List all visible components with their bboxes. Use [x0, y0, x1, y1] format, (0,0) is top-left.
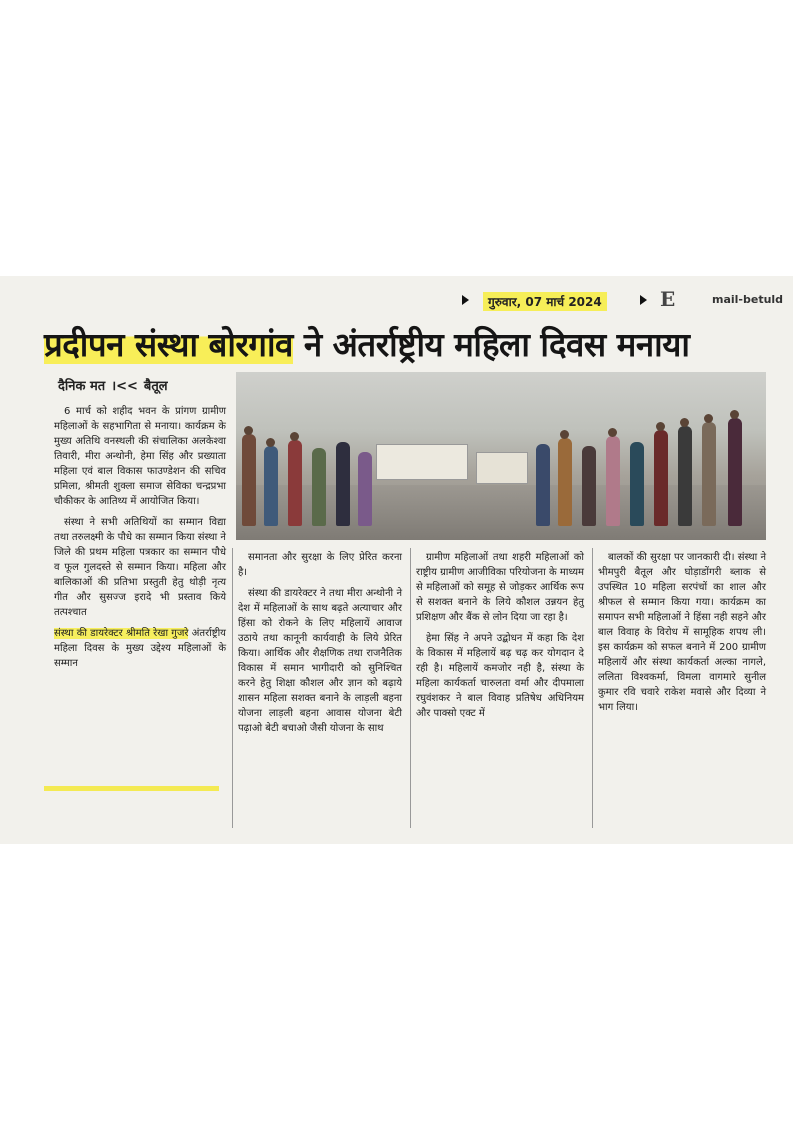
photo-person [312, 448, 326, 526]
photo-person [560, 430, 569, 439]
article-column-4 [598, 550, 766, 721]
photo-person [244, 426, 253, 435]
photo-banner [476, 452, 528, 484]
photo-person [558, 438, 572, 526]
column-rule [410, 548, 411, 828]
article-column-3 [416, 550, 584, 727]
column-rule [232, 548, 233, 828]
newspaper-clipping [0, 276, 793, 844]
highlighted-text: संस्था की डायरेक्टर श्रीमति रेखा गुजरे [54, 628, 189, 639]
photo-person [678, 426, 692, 526]
photo-person [288, 440, 302, 526]
paragraph: समानता और सुरक्षा के लिए प्रेरित करना है। [238, 552, 402, 578]
paragraph: 6 मार्च को शहीद भवन के प्रांगण ग्रामीण महिलाओं के सहभागिता से मनाया। कार्यक्रम के मुख्य अतिथि वनस्थली की संचालिका अलकेश्वा तिवारी, मीरा अन्थोनी, हेमा सिंह और प्रख्याता महिला एवं बाल विकास फाउण्डेशन की सचिव प्रमिला, श्रीमती शुक्ला समाज सेविका चन्द्रप्रभा चौकीकर के आतिथ्य में आयोजित किया। [54, 406, 226, 507]
article-column-1 [54, 404, 226, 677]
photo-person [536, 444, 550, 526]
triangle-icon [462, 295, 469, 305]
article-column-2 [238, 550, 402, 742]
issue-date: गुरुवार, 07 मार्च 2024 [483, 292, 607, 311]
paragraph [54, 626, 226, 671]
photo-person [702, 422, 716, 526]
byline [58, 376, 168, 394]
column-rule [592, 548, 593, 828]
photo-person [582, 446, 596, 526]
photo-person [290, 432, 299, 441]
headline-rest: ने अंतर्राष्ट्रीय महिला दिवस मनाया [292, 325, 690, 364]
photo-person [336, 442, 350, 526]
triangle-icon [640, 295, 647, 305]
paragraph: संस्था की डायरेक्टर ने तथा मीरा अन्थोनी ने देश में महिलाओं के साथ बढ़ते अत्याचार और हिंसा को रोकने के लिए महिलायें आवाज उठाये तथा कानूनी कार्यवाही के लिये प्रेरित किया। आर्थिक और शैक्षणिक तथा राजनैतिक विकास में समान भागीदारी को सुनिश्चित करने हेतु शिक्षा कौशल और ज्ञान को बढ़ाये शासन महिला सशक्त बनाने के लाड़ली बहना योजना लाड़ली बहना आवास योजना बेटी पढ़ाओ बेटी बचाओ जैसी योजना के साथ [238, 588, 402, 734]
masthead [0, 287, 793, 312]
byline-paper: दैनिक मत [58, 379, 106, 394]
event-photo [236, 372, 766, 540]
paragraph: संस्था ने सभी अतिथियों का सम्मान विद्या तथा तरुलक्ष्मी के पौधे का सम्मान किया संस्था ने जिले की प्रथम महिला पत्रकार का सम्मान पौधे व फूल गुलदस्ते से सम्मान किया। महिला और बालिकाओं की प्रतिभा प्रस्तुती हेतु थोड़ी नृत्य गीत और सुसज्ज इरादे भी प्रस्ताव किये तत्पश्चात [54, 517, 226, 618]
byline-place: बैतूल [143, 379, 168, 394]
photo-person [654, 430, 668, 526]
highlight-stroke [44, 786, 219, 791]
masthead-site: mail-betuld [712, 293, 784, 306]
photo-person [704, 414, 713, 423]
photo-person [264, 446, 278, 526]
masthead-logo: E [660, 287, 676, 311]
photo-person [358, 452, 372, 526]
photo-banner [376, 444, 468, 480]
photo-person [608, 428, 617, 437]
headline-highlight: प्रदीपन संस्था बोरगांव [44, 325, 293, 364]
photo-person [606, 436, 620, 526]
photo-person [266, 438, 275, 447]
photo-person [630, 442, 644, 526]
photo-person [680, 418, 689, 427]
photo-person [242, 434, 256, 526]
photo-person [656, 422, 665, 431]
paragraph: ग्रामीण महिलाओं तथा शहरी महिलाओं को राष्ट्रीय ग्रामीण आजीविका परियोजना के माध्यम से महिलाओं को समूह से जोड़कर आर्थिक रूप से सशक्त बनाने के लिये कौशल उन्नयन हेतु प्रशिक्षण और बैंक से लोन दिया जा रहा है। [416, 552, 584, 623]
paragraph: हेमा सिंह ने अपने उद्बोधन में कहा कि देश के विकास में महिलायें बढ़ चढ़ कर योगदान दे रही है। महिलायें कमजोर नही है, संस्था के महिला कार्यकर्ता चारुलता वर्मा और दीपमाला रघुवंशकर ने बाल विवाह प्रतिषेध अधिनियम और पाक्सो एक्ट में [416, 633, 584, 719]
photo-person [728, 418, 742, 526]
byline-separator: ।<< [111, 379, 138, 394]
text-run: अंतर्राष्ट्रीय महिला दिवस के मुख्य उद्देश्य महिलाओं के सम्मान [54, 628, 226, 669]
photo-person [730, 410, 739, 419]
paragraph: बालकों की सुरक्षा पर जानकारी दी। संस्था ने भीमपुरी बैतूल और घोड़ाडोंगरी ब्लाक से उपस्थित 10 महिला सरपंचों का शाल और श्रीफल से सम्मान किया गया। कार्यक्रम का समापन सभी महिलाओं ने हिंसा नही सहने और बाल विवाह के विरोध में सामूहिक शपथ ली। इस कार्यक्रम को सफल बनाने में 200 ग्रामीण महिलायें और संस्था कार्यकर्ता अल्का नागले, ललिता विश्वकर्मा, विमला वागमारे सुनील कुमार रवि चवारे राकेश मवासे और दिव्या ने भाग लिया। [598, 552, 766, 713]
headline [44, 324, 784, 366]
